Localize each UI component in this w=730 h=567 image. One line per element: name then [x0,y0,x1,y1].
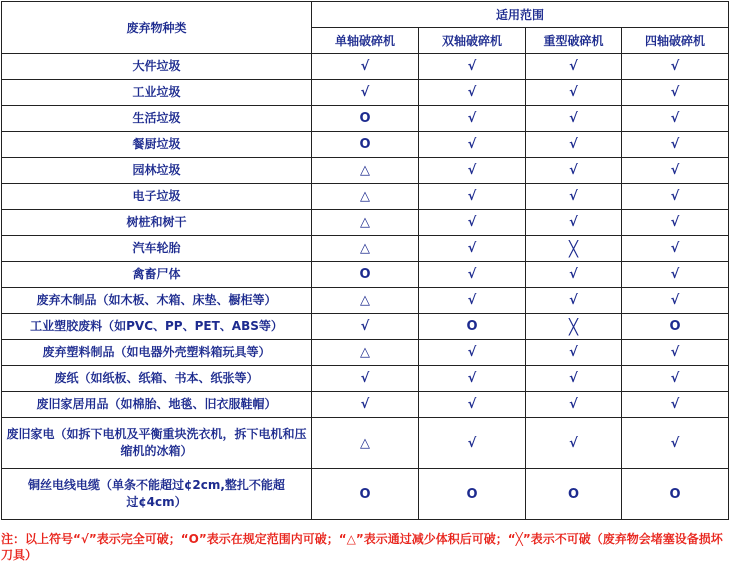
suitability-cell: √ [526,210,622,236]
suitability-cell: √ [526,418,622,469]
waste-type-cell: 园林垃圾 [2,158,312,184]
suitability-cell: O [312,262,419,288]
suitability-cell: √ [526,288,622,314]
suitability-cell: √ [622,54,729,80]
suitability-cell: O [419,314,526,340]
suitability-cell: √ [622,288,729,314]
compatibility-table [1,1,729,520]
table-row [2,236,729,262]
suitability-cell: √ [312,54,419,80]
waste-type-cell: 废旧家电（如拆下电机及平衡重块洗衣机，拆下电机和压缩机的冰箱） [2,418,312,469]
suitability-cell: √ [419,132,526,158]
suitability-cell: √ [622,366,729,392]
suitability-cell: O [622,469,729,520]
suitability-cell: √ [312,80,419,106]
suitability-cell: √ [622,340,729,366]
suitability-cell: √ [419,184,526,210]
waste-type-cell: 大件垃圾 [2,54,312,80]
suitability-cell: √ [622,262,729,288]
waste-type-cell: 废弃木制品（如木板、木箱、床垫、橱柜等） [2,288,312,314]
suitability-cell: △ [312,184,419,210]
suitability-cell: √ [419,366,526,392]
suitability-cell: √ [419,80,526,106]
table-row [2,392,729,418]
suitability-cell: √ [622,184,729,210]
suitability-cell: √ [622,392,729,418]
table-row [2,54,729,80]
suitability-cell: √ [622,236,729,262]
suitability-cell: △ [312,210,419,236]
footnote: 注：以上符号“√”表示完全可破；“O”表示在规定范围内可破；“△”表示通过减少体积后可破；“╳”表示不可破（废弃物会堵塞设备损坏刀具） [1,532,723,562]
suitability-cell: ╳ [526,314,622,340]
suitability-cell: √ [419,288,526,314]
header-row-1 [2,2,729,28]
suitability-cell: O [622,314,729,340]
suitability-cell: √ [526,54,622,80]
suitability-cell: △ [312,236,419,262]
table-row [2,106,729,132]
machine-header-heavy-duty: 重型破碎机 [526,28,622,54]
range-header: 适用范围 [312,2,729,28]
table-row [2,340,729,366]
suitability-cell: √ [419,262,526,288]
suitability-cell: ╳ [526,236,622,262]
waste-type-cell: 生活垃圾 [2,106,312,132]
waste-type-cell: 工业垃圾 [2,80,312,106]
suitability-cell: △ [312,288,419,314]
suitability-cell: √ [622,210,729,236]
suitability-cell: √ [419,158,526,184]
suitability-cell: √ [622,132,729,158]
waste-type-cell: 树桩和树干 [2,210,312,236]
suitability-cell: √ [526,184,622,210]
suitability-cell: √ [312,314,419,340]
suitability-cell: O [312,132,419,158]
suitability-cell: √ [526,366,622,392]
table-row [2,210,729,236]
suitability-cell: √ [622,158,729,184]
suitability-cell: √ [419,340,526,366]
table-body [2,54,729,520]
table-row [2,80,729,106]
suitability-cell: √ [622,106,729,132]
waste-type-cell: 铜丝电线电缆（单条不能超过¢2cm,整扎不能超过¢4cm） [2,469,312,520]
suitability-cell: △ [312,418,419,469]
waste-type-cell: 餐厨垃圾 [2,132,312,158]
waste-type-cell: 废纸（如纸板、纸箱、书本、纸张等） [2,366,312,392]
waste-type-cell: 废旧家居用品（如棉胎、地毯、旧衣服鞋帽） [2,392,312,418]
waste-type-cell: 电子垃圾 [2,184,312,210]
suitability-cell: √ [419,106,526,132]
table-row [2,418,729,469]
suitability-cell: √ [526,392,622,418]
machine-header-single-shaft: 单轴破碎机 [312,28,419,54]
waste-type-cell: 汽车轮胎 [2,236,312,262]
suitability-cell: √ [419,392,526,418]
table-row [2,366,729,392]
waste-type-cell: 废弃塑料制品（如电器外壳塑料箱玩具等） [2,340,312,366]
suitability-cell: √ [622,418,729,469]
suitability-cell: O [526,469,622,520]
table-row [2,314,729,340]
machine-header-four-shaft: 四轴破碎机 [622,28,729,54]
suitability-cell: √ [526,158,622,184]
suitability-cell: √ [526,340,622,366]
table-row [2,262,729,288]
table-row [2,288,729,314]
table-row [2,132,729,158]
suitability-cell: √ [419,236,526,262]
table-row [2,158,729,184]
suitability-cell: √ [419,210,526,236]
suitability-cell: √ [312,392,419,418]
suitability-cell: √ [526,132,622,158]
suitability-cell: △ [312,158,419,184]
suitability-cell: √ [419,418,526,469]
suitability-cell: √ [419,54,526,80]
table-row [2,184,729,210]
suitability-cell: √ [526,80,622,106]
suitability-cell: △ [312,340,419,366]
table-row [2,469,729,520]
suitability-cell: √ [622,80,729,106]
waste-type-cell: 工业塑胶废料（如PVC、PP、PET、ABS等） [2,314,312,340]
suitability-cell: O [312,106,419,132]
machine-header-twin-shaft: 双轴破碎机 [419,28,526,54]
waste-type-cell: 禽畜尸体 [2,262,312,288]
waste-type-header: 废弃物种类 [2,2,312,54]
suitability-cell: √ [526,262,622,288]
suitability-cell: O [312,469,419,520]
suitability-cell: √ [526,106,622,132]
suitability-cell: O [419,469,526,520]
suitability-cell: √ [312,366,419,392]
